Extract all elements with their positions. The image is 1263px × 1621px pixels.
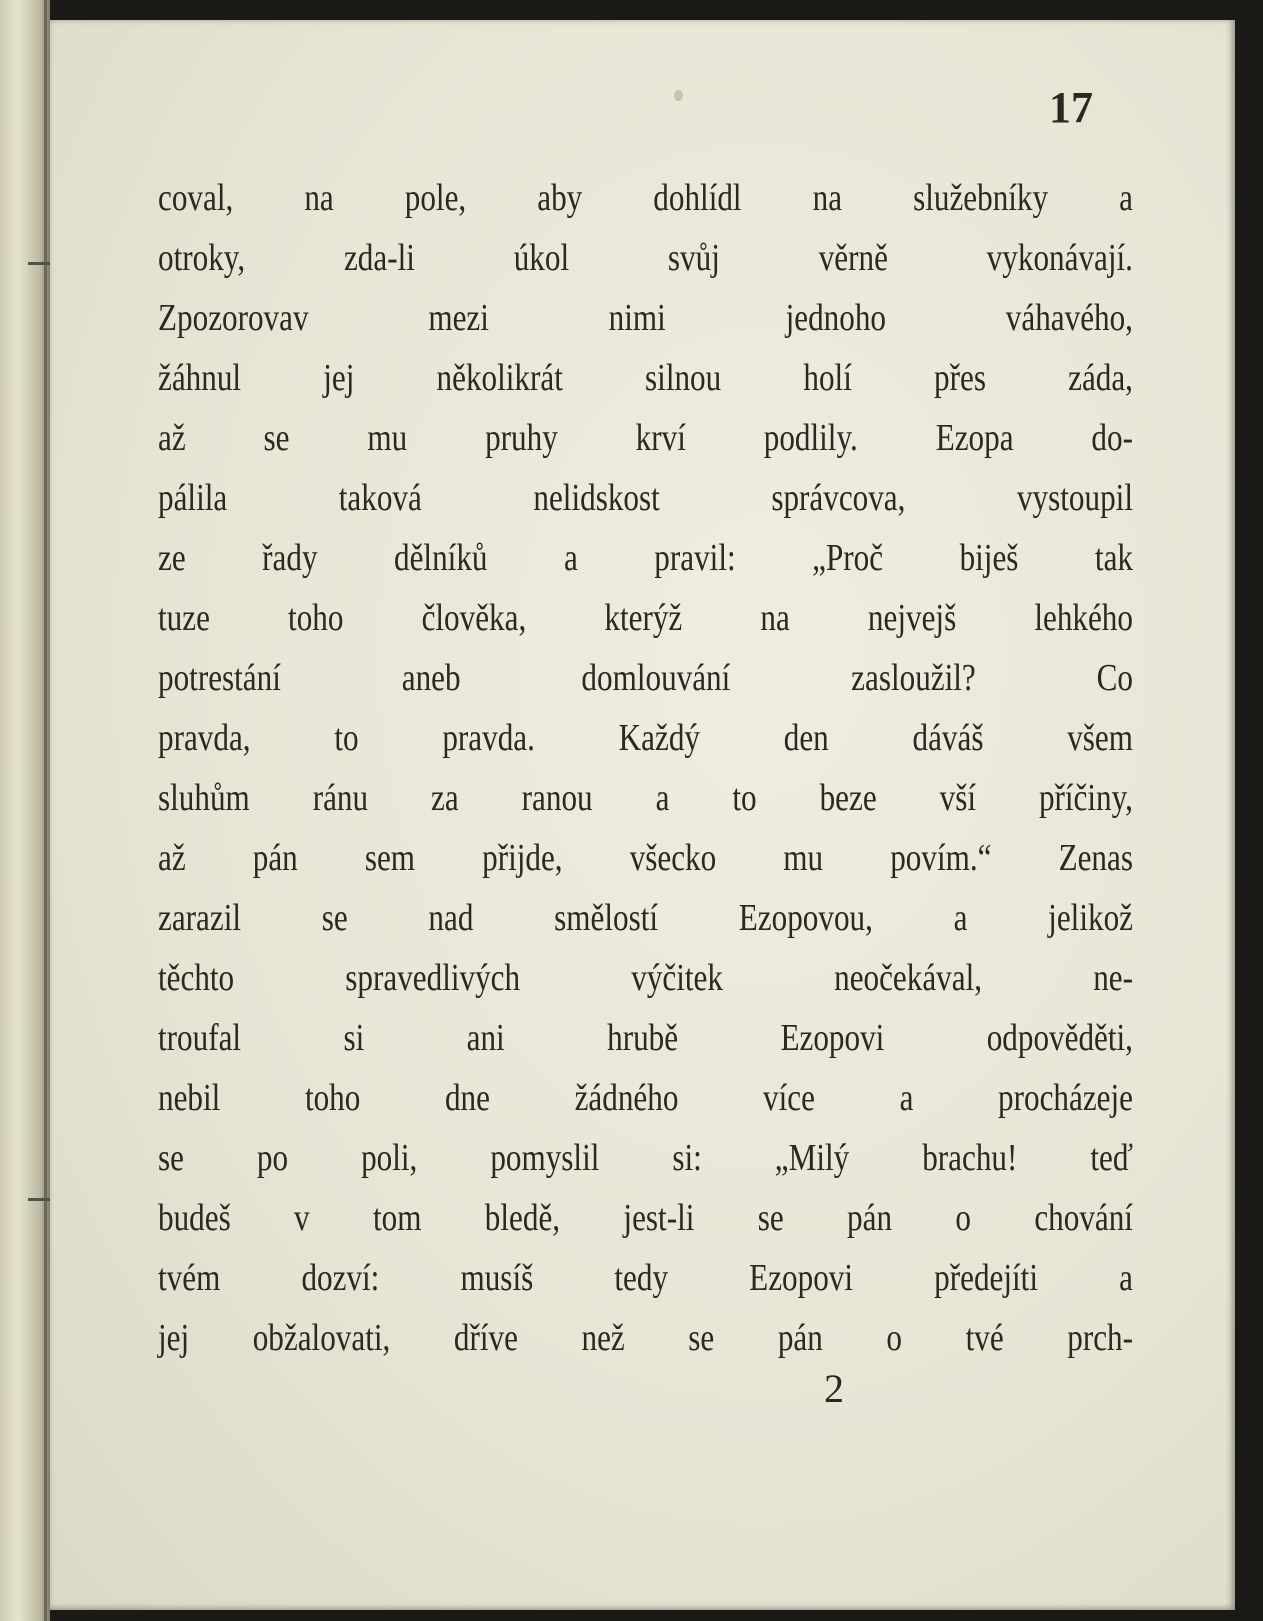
paper-spot	[674, 90, 683, 101]
margin-tick-mark	[28, 1198, 50, 1201]
text-line: budeš v tom bledě, jest-li se pán o chování	[158, 1197, 1133, 1239]
page-number: 17	[1049, 83, 1093, 132]
book-page	[50, 20, 1235, 1610]
text-line: tvém dozví: musíš tedy Ezopovi předejíti a	[158, 1257, 1133, 1299]
text-line: pálila taková nelidskost správcova, vystoupil	[158, 477, 1133, 519]
text-line: žáhnul jej několikrát silnou holí přes záda,	[158, 357, 1133, 399]
signature-mark: 2	[824, 1366, 844, 1411]
text-line: pravda, to pravda. Každý den dáváš všem	[158, 717, 1133, 759]
text-line: nebil toho dne žádného více a procházeje	[158, 1077, 1133, 1119]
text-line: coval, na pole, aby dohlídl na služebníky a	[158, 177, 1133, 219]
body-text	[158, 168, 1133, 1368]
text-line: potrestání aneb domlouvání zasloužil? Co	[158, 657, 1133, 699]
margin-tick-mark	[28, 262, 50, 265]
text-line: těchto spravedlivých výčitek neočekával, ne-	[158, 957, 1133, 999]
text-line: sluhům ránu za ranou a to beze vší příčiny,	[158, 777, 1133, 819]
text-line: ze řady dělníků a pravil: „Proč biješ tak	[158, 537, 1133, 579]
text-line: troufal si ani hrubě Ezopovi odpověděti,	[158, 1017, 1133, 1059]
text-line: až pán sem přijde, všecko mu povím.“ Zenas	[158, 837, 1133, 879]
text-line: se po poli, pomyslil si: „Milý brachu! teď	[158, 1137, 1133, 1179]
binding-line	[44, 0, 47, 1621]
text-line: Zpozorovav mezi nimi jednoho váhavého,	[158, 297, 1133, 339]
text-line: otroky, zda-li úkol svůj věrně vykonávají.	[158, 237, 1133, 279]
text-line: jej obžalovati, dříve než se pán o tvé prch-	[158, 1317, 1133, 1359]
text-line: tuze toho člověka, kterýž na nejvejš lehkého	[158, 597, 1133, 639]
previous-page-edge	[0, 0, 50, 1621]
text-line: až se mu pruhy krví podlily. Ezopa do-	[158, 417, 1133, 459]
text-line: zarazil se nad smělostí Ezopovou, a jelikož	[158, 897, 1133, 939]
